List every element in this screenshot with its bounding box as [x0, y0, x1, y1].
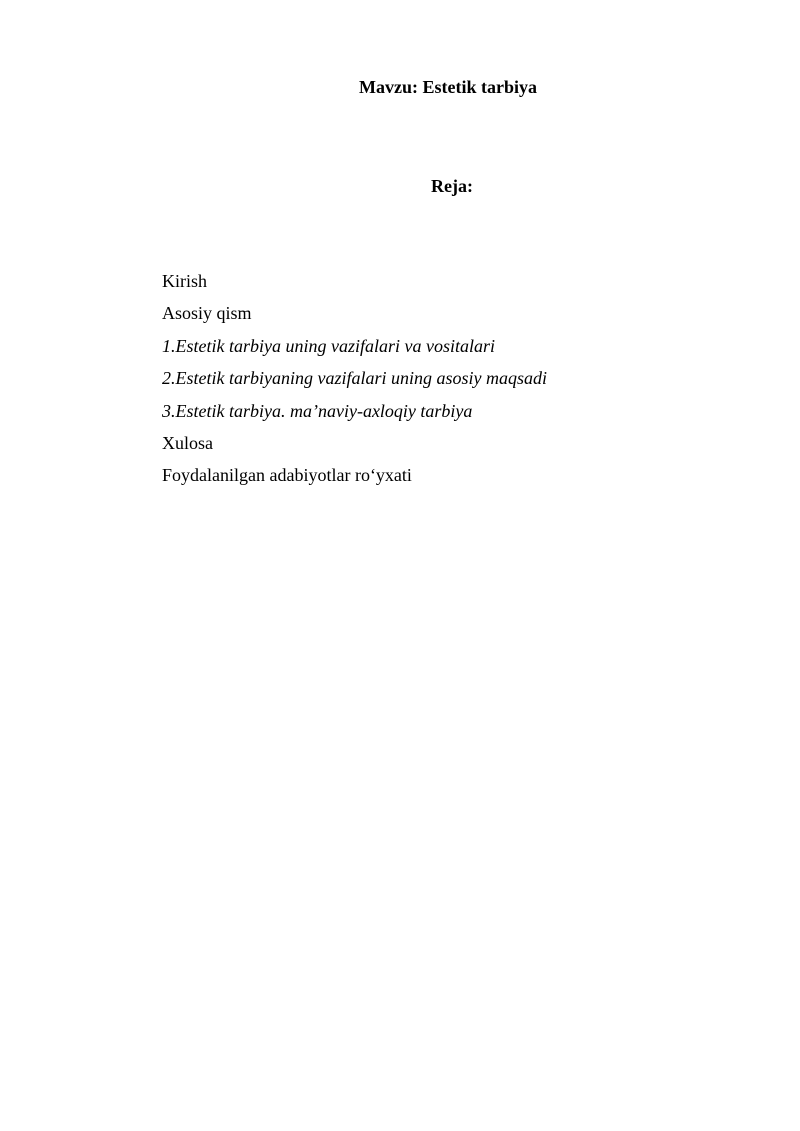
outline-item-references: Foydalanilgan adabiyotlar ro‘yxati: [162, 465, 412, 486]
outline-item-conclusion: Xulosa: [162, 432, 213, 453]
plan-heading: Reja:: [431, 176, 473, 196]
document-title: Mavzu: Estetik tarbiya: [359, 77, 537, 97]
outline-item-introduction: Kirish: [162, 271, 207, 291]
outline-item-section-1: 1.Estetik tarbiya uning vazifalari va vositalari: [162, 335, 495, 356]
outline-item-section-3: 3.Estetik tarbiya. ma’naviy-axloqiy tarbiya: [162, 400, 473, 421]
plan-outline: [162, 270, 547, 497]
outline-item-main-part: Asosiy qism: [162, 303, 252, 324]
outline-item-section-2: 2.Estetik tarbiyaning vazifalari uning asosiy maqsadi: [162, 368, 547, 389]
